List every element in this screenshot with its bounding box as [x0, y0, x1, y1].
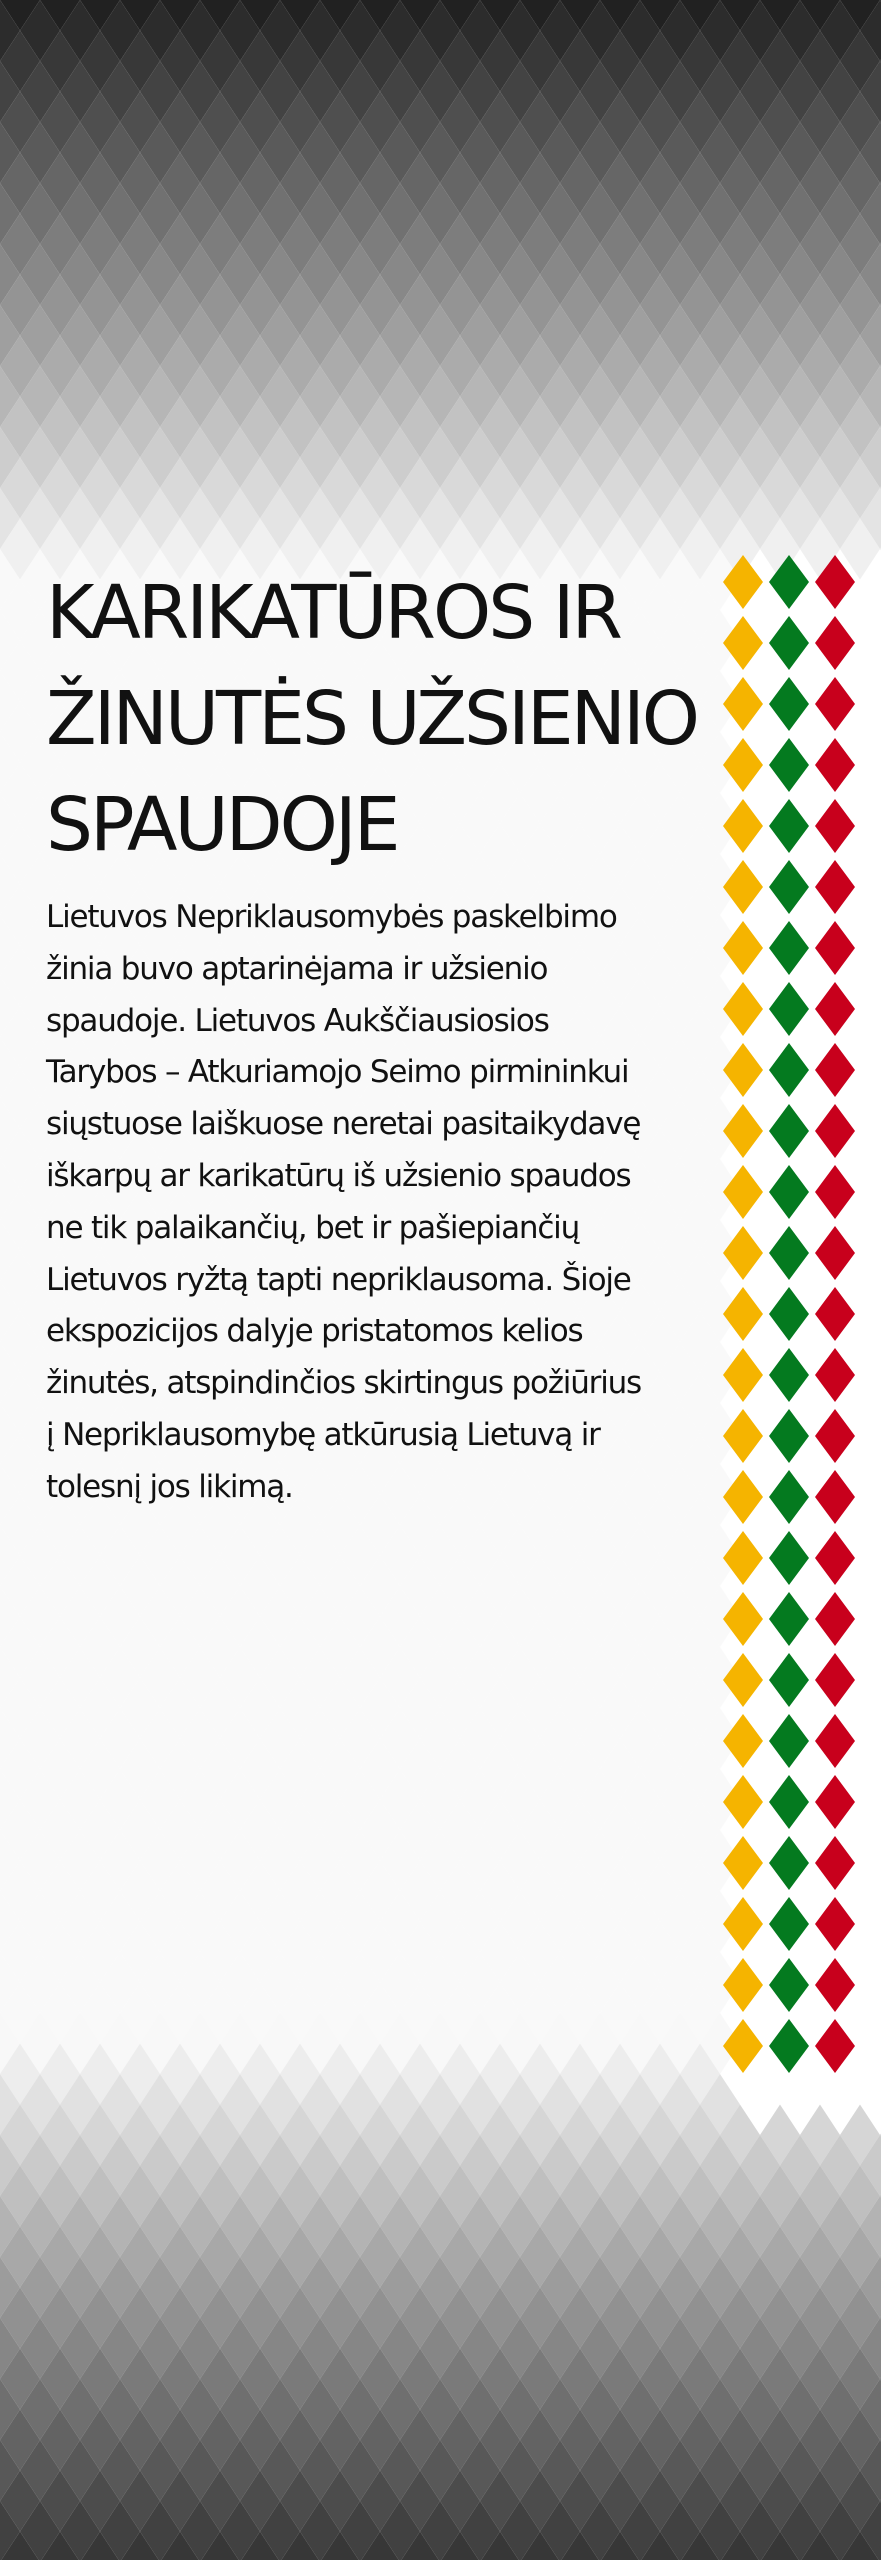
title-line: SPAUDOJE [46, 782, 398, 868]
flag-diamond [815, 1348, 855, 1402]
description-paragraph [46, 892, 706, 1514]
flag-diamond [769, 1165, 809, 1219]
flag-diamond [815, 1287, 855, 1341]
flag-diamond [815, 1104, 855, 1158]
flag-diamond [769, 738, 809, 792]
flag-diamond [769, 1775, 809, 1829]
flag-diamond [769, 921, 809, 975]
flag-diamond [815, 1592, 855, 1646]
paragraph-line: ne tik palaikančių, bet ir pašiepiančių [46, 1209, 580, 1246]
flag-diamond [815, 1958, 855, 2012]
paragraph-line: Lietuvos Nepriklausomybės paskelbimo [46, 899, 617, 935]
flag-diamond [815, 616, 855, 670]
flag-diamond [815, 738, 855, 792]
flag-diamond [769, 1836, 809, 1890]
flag-diamond [769, 1897, 809, 1951]
flag-diamond [769, 677, 809, 731]
lithuanian-flag-diamond-strip [723, 555, 855, 2073]
flag-diamond [769, 1226, 809, 1280]
flag-diamond [815, 1775, 855, 1829]
flag-diamond [815, 2019, 855, 2073]
flag-diamond [769, 1104, 809, 1158]
paragraph-line: į Nepriklausomybę atkūrusią Lietuvą ir [46, 1416, 600, 1453]
flag-diamond [815, 1409, 855, 1463]
flag-diamond [815, 1531, 855, 1585]
flag-diamond [815, 1714, 855, 1768]
flag-diamond [769, 1287, 809, 1341]
flag-diamond [769, 1409, 809, 1463]
flag-diamond [769, 1043, 809, 1097]
paragraph-line: siųstuose laiškuose neretai pasitaikydavę [46, 1106, 641, 1143]
flag-diamond [769, 1592, 809, 1646]
flag-diamond [815, 1226, 855, 1280]
flag-diamond [769, 860, 809, 914]
flag-diamond [815, 921, 855, 975]
paragraph-line: žinutės, atspindinčios skirtingus požiūrius [46, 1365, 642, 1402]
flag-diamond [815, 1653, 855, 1707]
text-panel [46, 560, 706, 1514]
flag-diamond [769, 616, 809, 670]
page-title [46, 560, 706, 878]
flag-diamond [769, 1653, 809, 1707]
flag-diamond [815, 1043, 855, 1097]
flag-diamond [815, 799, 855, 853]
flag-diamond [815, 982, 855, 1036]
flag-diamond [815, 860, 855, 914]
paragraph-line: Tarybos – Atkuriamojo Seimo pirmininkui [46, 1054, 629, 1091]
flag-diamond [769, 2019, 809, 2073]
flag-diamond [769, 982, 809, 1036]
paragraph-line: tolesnį jos likimą. [46, 1468, 293, 1505]
flag-diamond [815, 677, 855, 731]
paragraph-line: žinia buvo aptarinėjama ir užsienio [46, 950, 548, 987]
flag-diamond [769, 1348, 809, 1402]
flag-diamond [769, 1958, 809, 2012]
flag-diamond [815, 1470, 855, 1524]
flag-diamond [769, 1531, 809, 1585]
title-line: KARIKATŪROS IR [46, 570, 620, 656]
flag-diamond [815, 1897, 855, 1951]
paragraph-line: ekspozicijos dalyje pristatomos kelios [46, 1313, 583, 1350]
title-line: ŽINUTĖS UŽSIENIO [46, 676, 698, 762]
flag-diamond [769, 799, 809, 853]
flag-diamond [815, 1165, 855, 1219]
flag-diamond [815, 1836, 855, 1890]
flag-diamond [769, 1714, 809, 1768]
paragraph-line: Lietuvos ryžtą tapti nepriklausoma. Šioje [46, 1261, 631, 1298]
paragraph-line: spaudoje. Lietuvos Aukščiausiosios [46, 1002, 549, 1039]
paragraph-line: iškarpų ar karikatūrų iš užsienio spaudos [46, 1157, 631, 1194]
flag-diamond [769, 1470, 809, 1524]
